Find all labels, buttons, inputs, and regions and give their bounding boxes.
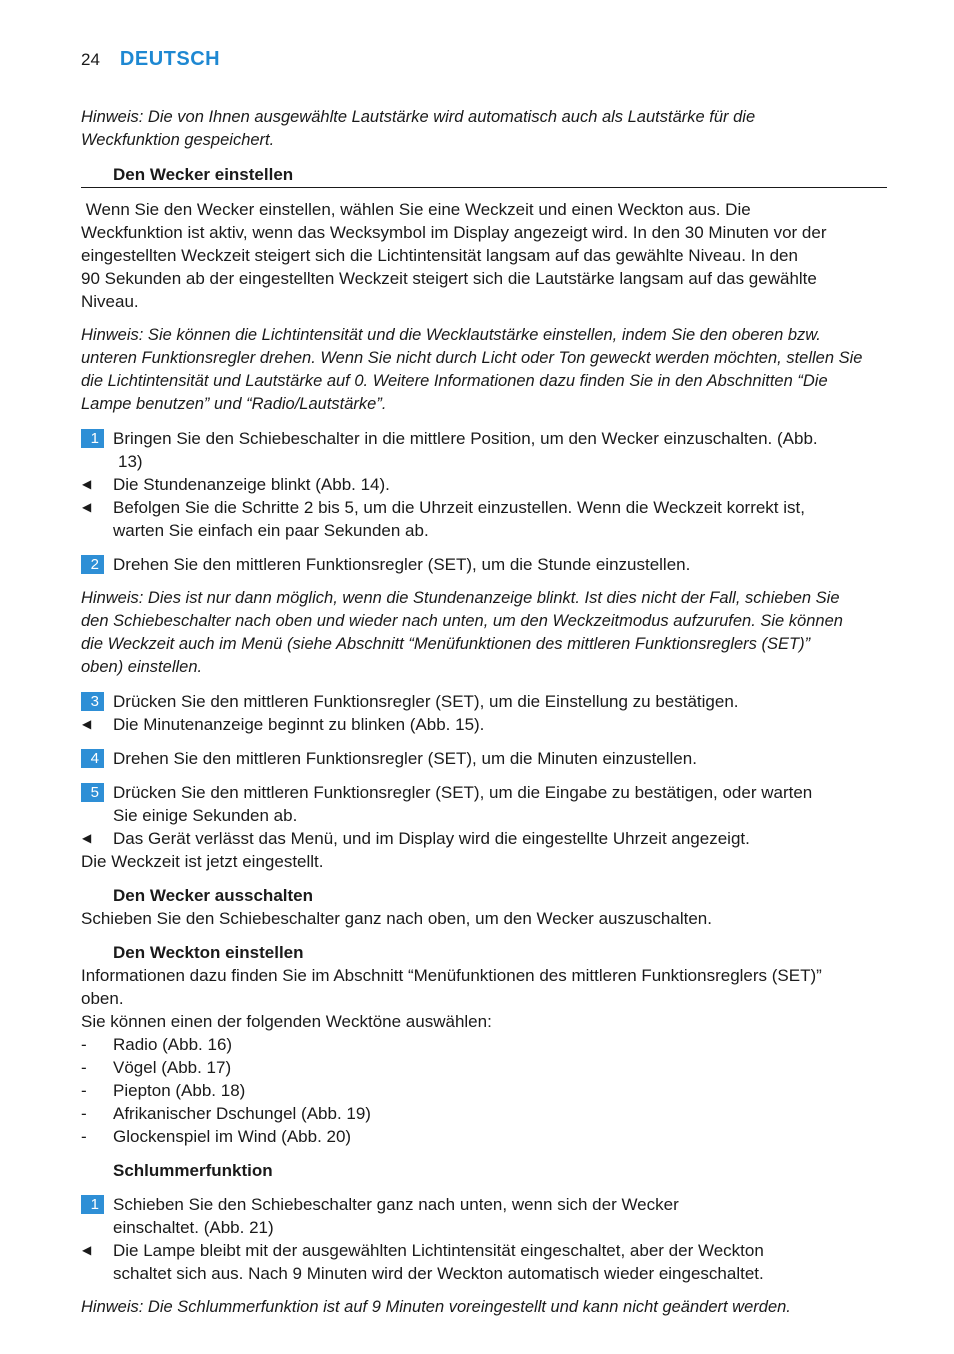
note-line: Weckfunktion gespeichert.	[81, 131, 275, 149]
alarm-intro	[81, 198, 887, 313]
list-item	[81, 1079, 887, 1102]
result-item	[81, 827, 887, 850]
dash-marker: -	[81, 1104, 87, 1123]
result-text: Befolgen Sie die Schritte 2 bis 5, um die Uhrzeit einzustellen. Wenn die Weckzeit korrekt ist,	[113, 498, 805, 517]
heading-alarm-tone: Den Weckton einstellen	[113, 943, 304, 962]
step-text: Drücken Sie den mittleren Funktionsregler (SET), um die Eingabe zu bestätigen, oder warten	[113, 783, 813, 802]
dash-marker: -	[81, 1035, 87, 1054]
step-number-badge: 3	[81, 692, 104, 711]
result-item	[81, 496, 887, 542]
tone-option: Radio (Abb. 16)	[113, 1035, 233, 1054]
result-text: Die Stundenanzeige blinkt (Abb. 14).	[113, 475, 390, 494]
tone-option: Vögel (Abb. 17)	[113, 1058, 232, 1077]
list-item	[81, 1033, 887, 1056]
result-text: Das Gerät verlässt das Menü, und im Display wird die eingestellte Uhrzeit angezeigt.	[113, 829, 750, 848]
result-item	[81, 713, 887, 736]
text-line: 90 Sekunden ab der eingestellten Weckzeit steigert sich die Lautstärke langsam auf das gewählte	[81, 269, 817, 288]
result-item	[81, 473, 887, 496]
page-header	[81, 48, 220, 74]
dash-marker: -	[81, 1058, 87, 1077]
note-volume	[81, 106, 887, 152]
step-number-badge: 2	[81, 555, 104, 574]
note-line: den Schiebeschalter nach oben und wieder nach unten, um den Weckzeitmodus aufzurufen. Sie können	[81, 612, 843, 630]
step-text: einschaltet. (Abb. 21)	[113, 1218, 274, 1237]
note-line: Hinweis: Sie können die Lichtintensität und die Wecklautstärke einstellen, indem Sie den oberen bzw.	[81, 326, 821, 344]
note-line: Lampe benutzen” und “Radio/Lautstärke”.	[81, 395, 387, 413]
note-line: Hinweis: Die von Ihnen ausgewählte Lautstärke wird automatisch auch als Lautstärke für die	[81, 108, 756, 126]
list-item	[81, 1102, 887, 1125]
result-arrow-icon: ◀	[82, 831, 92, 845]
text-line: oben.	[81, 989, 124, 1008]
tone-option: Glockenspiel im Wind (Abb. 20)	[113, 1127, 352, 1146]
note-light-volume	[81, 324, 887, 416]
note-line: unteren Funktionsregler drehen. Wenn Sie nicht durch Licht oder Ton geweckt werden möchten, stellen Sie	[81, 349, 863, 367]
result-text: schaltet sich aus. Nach 9 Minuten wird der Weckton automatisch wieder eingeschaltet.	[113, 1264, 764, 1283]
step-3	[81, 690, 887, 713]
step-2	[81, 553, 887, 576]
page-number: 24	[81, 50, 100, 69]
text-line: Niveau.	[81, 292, 139, 311]
step-5	[81, 781, 887, 827]
alarm-off-text: Schieben Sie den Schiebeschalter ganz nach oben, um den Wecker auszuschalten.	[81, 909, 712, 928]
heading-set-alarm: Den Wecker einstellen	[81, 163, 887, 188]
step-4	[81, 747, 887, 770]
tone-option: Piepton (Abb. 18)	[113, 1081, 246, 1100]
alarm-closing-text: Die Weckzeit ist jetzt eingestellt.	[81, 852, 324, 871]
result-arrow-icon: ◀	[82, 477, 92, 491]
dash-marker: -	[81, 1127, 87, 1146]
step-text: Drücken Sie den mittleren Funktionsregler (SET), um die Einstellung zu bestätigen.	[113, 692, 739, 711]
result-arrow-icon: ◀	[82, 1243, 92, 1257]
result-arrow-icon: ◀	[82, 717, 92, 731]
tone-option: Afrikanischer Dschungel (Abb. 19)	[113, 1104, 371, 1123]
dash-marker: -	[81, 1081, 87, 1100]
result-item	[81, 1239, 887, 1285]
note-line: oben) einstellen.	[81, 658, 203, 676]
step-number-badge: 1	[81, 429, 104, 448]
note-line: Hinweis: Dies ist nur dann möglich, wenn die Stundenanzeige blinkt. Ist dies nicht der Fall, schieben Sie	[81, 589, 840, 607]
result-text: warten Sie einfach ein paar Sekunden ab.	[113, 521, 429, 540]
result-text: Die Lampe bleibt mit der ausgewählten Lichtintensität eingeschaltet, aber der Weckton	[113, 1241, 764, 1260]
note-line: die Weckzeit auch im Menü (siehe Abschnitt “Menüfunktionen des mittleren Funktionsreglers (SET)”	[81, 635, 811, 653]
section-language-title: DEUTSCH	[119, 48, 221, 70]
tone-list-lead: Sie können einen der folgenden Wecktöne auswählen:	[81, 1012, 492, 1031]
step-text: Schieben Sie den Schiebeschalter ganz nach unten, wenn sich der Wecker	[113, 1195, 679, 1214]
step-text: Drehen Sie den mittleren Funktionsregler (SET), um die Minuten einzustellen.	[113, 749, 697, 768]
step-text: Drehen Sie den mittleren Funktionsregler (SET), um die Stunde einzustellen.	[113, 555, 691, 574]
step-number-badge: 1	[81, 1195, 104, 1214]
text-line: Informationen dazu finden Sie im Abschnitt “Menüfunktionen des mittleren Funktionsreglers (SET)”	[81, 966, 822, 985]
step-number-badge: 5	[81, 783, 104, 802]
note-hour-blink	[81, 587, 887, 679]
heading-alarm-off: Den Wecker ausschalten	[113, 886, 313, 905]
heading-snooze: Schlummerfunktion	[113, 1161, 273, 1180]
step-text: Sie einige Sekunden ab.	[113, 806, 298, 825]
snooze-step-1	[81, 1193, 887, 1239]
page-content	[81, 106, 887, 1330]
text-line: Wenn Sie den Wecker einstellen, wählen Sie eine Weckzeit und einen Weckton aus. Die	[81, 200, 751, 219]
step-1	[81, 427, 887, 473]
list-item	[81, 1056, 887, 1079]
note-line: die Lichtintensität und Lautstärke auf 0. Weitere Informationen dazu finden Sie in den Abschnitten “Die	[81, 372, 828, 390]
step-text: Bringen Sie den Schiebeschalter in die mittlere Position, um den Wecker einzuschalten. (Abb.	[113, 429, 818, 448]
step-number-badge: 4	[81, 749, 104, 768]
list-item	[81, 1125, 887, 1148]
text-line: eingestellten Weckzeit steigert sich die Lichtintensität langsam auf das gewählte Niveau. In den	[81, 246, 798, 265]
step-text: 13)	[118, 452, 143, 471]
result-text: Die Minutenanzeige beginnt zu blinken (Abb. 15).	[113, 715, 485, 734]
text-line: Weckfunktion ist aktiv, wenn das Wecksymbol im Display angezeigt wird. In den 30 Minuten vor der	[81, 223, 827, 242]
result-arrow-icon: ◀	[82, 500, 92, 514]
note-snooze: Hinweis: Die Schlummerfunktion ist auf 9 Minuten voreingestellt und kann nicht geändert werden.	[81, 1298, 791, 1316]
